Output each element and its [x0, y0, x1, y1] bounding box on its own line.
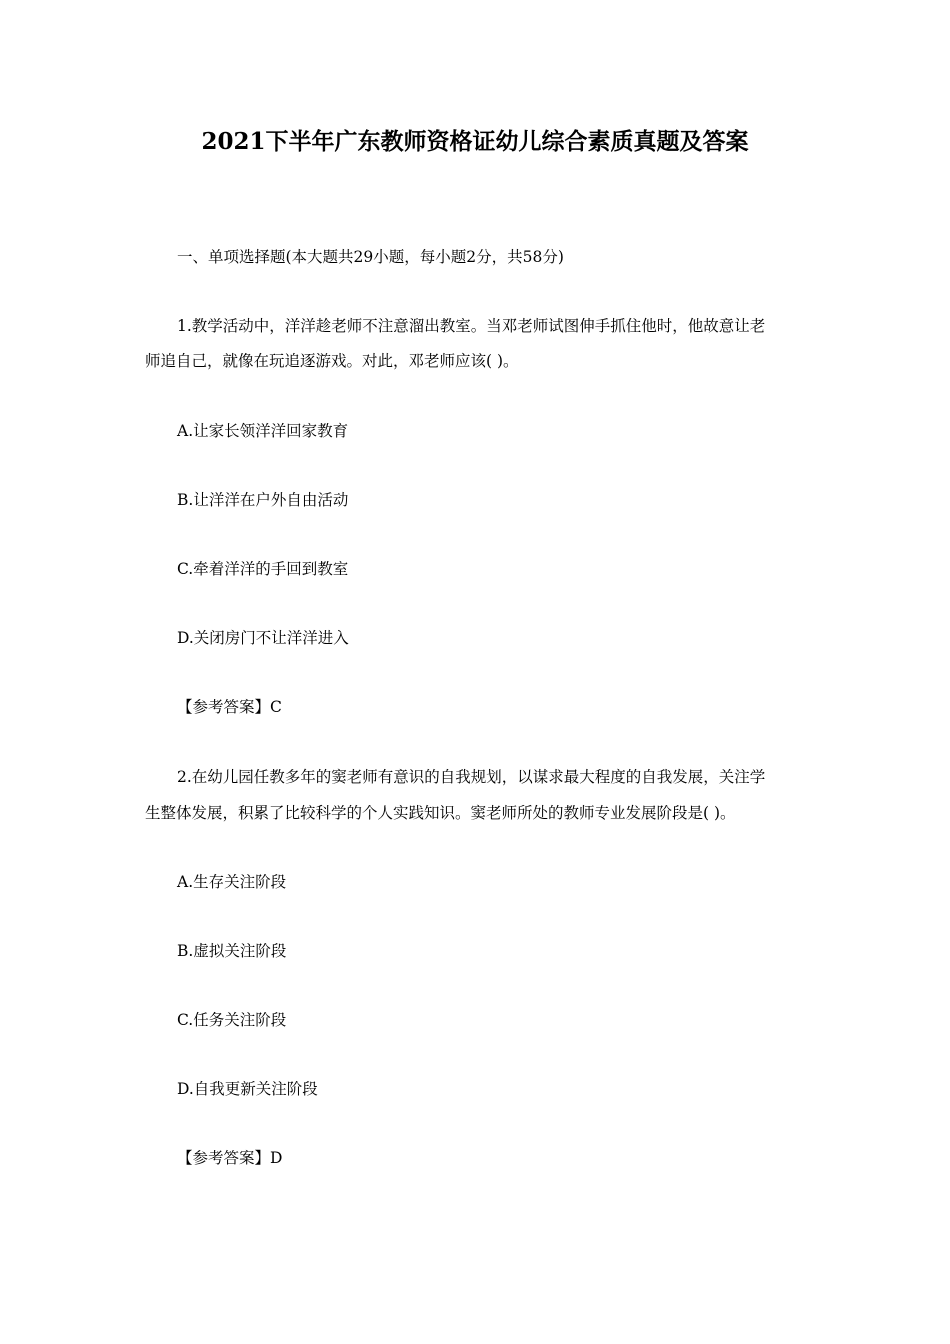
question-1-option-d: D.关闭房门不让洋洋进入	[177, 629, 349, 647]
question-1-option-b: B.让洋洋在户外自由活动	[177, 491, 349, 509]
question-2-option-c: C.任务关注阶段	[177, 1011, 287, 1029]
question-1-stem-line-1: 1.教学活动中，洋洋趁老师不注意溜出教室。当邓老师试图伸手抓住他时，他故意让老	[177, 317, 766, 335]
question-1-stem-line-2: 师追自己，就像在玩追逐游戏。对此，邓老师应该( )。	[145, 352, 519, 370]
question-2-option-d: D.自我更新关注阶段	[177, 1080, 318, 1098]
question-2-option-a: A.生存关注阶段	[177, 873, 287, 891]
question-1-option-c: C.牵着洋洋的手回到教室	[177, 560, 349, 578]
question-1-option-a: A.让家长领洋洋回家教育	[177, 422, 349, 440]
question-2-stem-line-2: 生整体发展，积累了比较科学的个人实践知识。窦老师所处的教师专业发展阶段是( )。	[145, 804, 736, 822]
question-2-stem-line-1: 2.在幼儿园任教多年的窦老师有意识的自我规划，以谋求最大程度的自我发展，关注学	[177, 768, 766, 786]
section-heading: 一、单项选择题(本大题共29小题，每小题2分，共58分)	[177, 248, 564, 266]
question-2-answer: 【参考答案】D	[177, 1149, 283, 1167]
question-1-answer: 【参考答案】C	[177, 698, 282, 716]
question-2-option-b: B.虚拟关注阶段	[177, 942, 287, 960]
page-title: 2021下半年广东教师资格证幼儿综合素质真题及答案	[201, 128, 749, 155]
